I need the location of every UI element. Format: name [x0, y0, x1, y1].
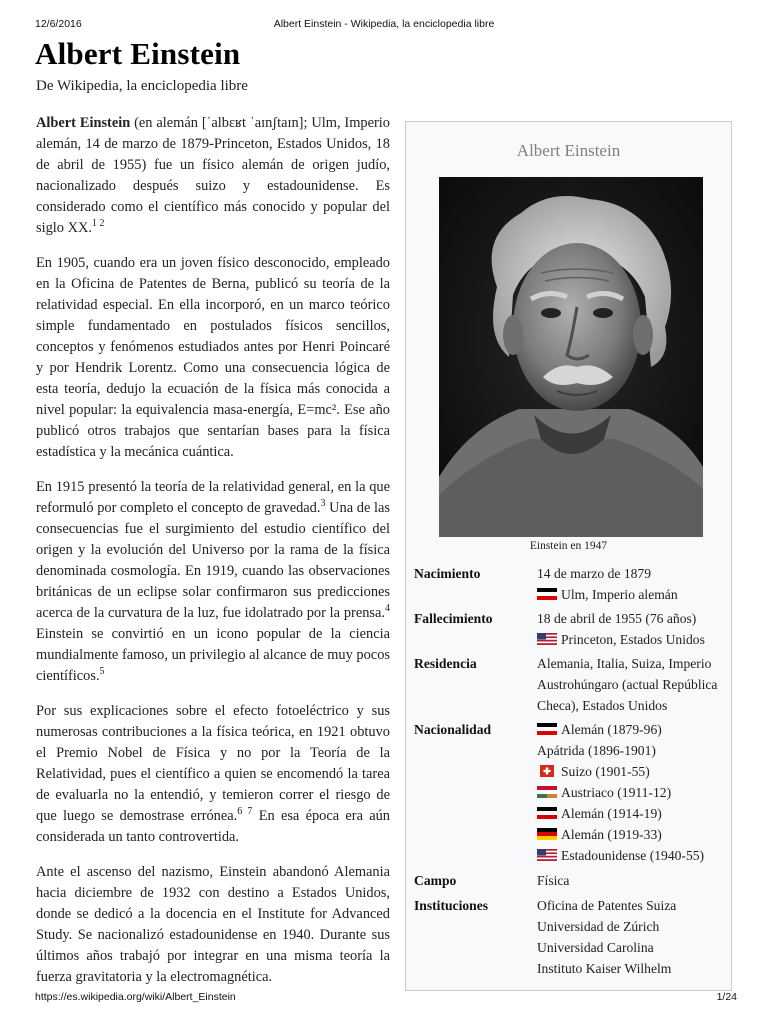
print-header — [0, 18, 768, 32]
paragraph-1905: En 1905, cuando era un joven físico desconocido, empleado en la Oficina de Patentes de Berna, publicó su teoría de la relatividad especial. En ella incorporó, en un marco teórico simple fundamentado en postulados físicos sencillos, conceptos y fenómenos estudiados antes por Henri Poincaré y por Hendrik Lorentz. Como una consecuencia lógica de esta teoría, dedujo la ecuación de la física más conocida a nivel popular: la equivalencia masa-energía, E=mc². Ese año publicó otros trabajos que sentarían bases para la física estadística y la mecánica cuántica. — [36, 255, 390, 460]
paragraph-1915: En 1915 presentó la teoría de la relatividad general, en la que reformuló por completo el concepto de gravedad.$^3$ Una de las consecuencias fue el surgimiento del estudio científico del origen y la evolución del Universo por la rama de la física denominada cosmología. En 1919, cuando las observaciones británicas de un eclipse solar confirmaron sus predicciones acerca de la curvatura de la luz, fue idolatrado por la prensa.$^4$ Einstein se convirtió en un icono popular de la ciencia mundialmente famoso, un privilegio al alcance de muy pocos científicos.$^5$ — [36, 479, 390, 684]
label-campo: Campo — [414, 873, 457, 888]
german-empire-flag-icon — [537, 723, 557, 735]
portrait-image — [439, 177, 703, 537]
death-date[interactable]: 18 de abril de 1955 (76 años) — [537, 611, 697, 626]
value-nacimiento — [537, 563, 729, 605]
institution-item[interactable]: Oficina de Patentes Suiza — [537, 898, 677, 913]
birth-date[interactable]: 14 de marzo de 1879 — [537, 566, 652, 581]
german-empire-flag-icon — [537, 807, 557, 819]
label-residencia: Residencia — [414, 656, 477, 671]
residence-list[interactable]: Alemania, Italia, Suiza, Imperio Austrohúngaro (actual República Checa), Estados Unidos — [537, 656, 718, 713]
reference-link[interactable]: 6 7 — [237, 806, 253, 818]
print-footer — [0, 991, 768, 1005]
article-body — [36, 113, 390, 1002]
page-number: 1/24 — [716, 991, 737, 1003]
value-instituciones — [537, 895, 729, 979]
einstein-portrait[interactable] — [439, 177, 703, 537]
reference-link[interactable]: 3 — [320, 498, 326, 510]
portrait-caption: Einstein en 1947 — [529, 540, 608, 552]
value-fallecimiento — [537, 608, 729, 650]
page-tagline: De Wikipedia, la enciclopedia libre — [36, 78, 248, 94]
value-nacionalidad — [537, 719, 729, 866]
institution-item[interactable]: Universidad Carolina — [537, 940, 654, 955]
label-nacimiento: Nacimiento — [414, 566, 481, 581]
paragraph-nazism: Ante el ascenso del nazismo, Einstein abandonó Alemania hacia diciembre de 1932 con destino a Estados Unidos, donde se dedicó a la docencia en el Institute for Advanced Study. Se nacionalizó estadounidense en 1940. Durante sus últimos años trabajó por integrar en una misma teoría la fuerza gravitatoria y la electromagnética. — [36, 864, 390, 985]
reference-link[interactable]: 5 — [99, 666, 105, 678]
print-url: https://es.wikipedia.org/wiki/Albert_Einstein — [35, 991, 236, 1003]
paragraph-intro — [36, 113, 390, 239]
label-fallecimiento: Fallecimiento — [414, 611, 493, 626]
nationality-item: Suizo (1901-55) — [537, 761, 729, 782]
print-date: 12/6/2016 — [35, 18, 82, 30]
subject-name: Albert Einstein — [36, 115, 131, 131]
german-empire-flag-icon — [537, 588, 557, 600]
nationality-item: Apátrida (1896-1901) — [537, 743, 656, 758]
infobox-title: Albert Einstein — [516, 141, 621, 160]
institution-item[interactable]: Instituto Kaiser Wilhelm — [537, 961, 672, 976]
paragraph-nobel: Por sus explicaciones sobre el efecto fotoeléctrico y sus numerosas contribuciones a la física teórica, en 1921 obtuvo el Premio Nobel de Física y no por la Teoría de la Relatividad, pues el científico a quien se encomendó la tarea de evaluarla no la entendió, y temieron correr el riesgo de que luego se demostrase errónea.$^{6 7}$ En esa época era aún considerada un tanto controvertida. — [36, 703, 391, 845]
page-title: Albert Einstein — [35, 36, 241, 71]
print-title: Albert Einstein - Wikipedia, la enciclopedia libre — [273, 18, 495, 30]
nationality-item: Alemán (1914-19) — [537, 803, 729, 824]
value-residencia — [537, 653, 729, 716]
birth-place: Ulm, Imperio alemán — [537, 584, 729, 605]
value-campo — [537, 870, 729, 891]
swiss-flag-icon — [537, 765, 557, 777]
label-instituciones: Instituciones — [414, 898, 489, 913]
label-nacionalidad: Nacionalidad — [414, 722, 492, 737]
nationality-item: Alemán (1879-96) — [537, 719, 729, 740]
reference-link[interactable]: 1 2 — [91, 218, 105, 230]
usa-flag-icon — [537, 849, 557, 861]
intro-text: (en alemán [ˈalbɛʁt ˈaɪnʃtaɪn]; Ulm, Imperio alemán, 14 de marzo de 1879-Princeton, Estados Unidos, 18 de abril de 1955) fue un físico alemán de origen judío, nacionalizado después suizo y estadounidense. Es considerado como el científico más conocido y popular del siglo XX. — [36, 115, 390, 236]
nationality-item: Estadounidense (1940-55) — [537, 845, 729, 866]
field-value[interactable]: Física — [537, 873, 570, 888]
nationality-item: Austriaco (1911-12) — [537, 782, 729, 803]
death-place: Princeton, Estados Unidos — [537, 629, 729, 650]
austria-hungary-flag-icon — [537, 786, 557, 798]
weimar-germany-flag-icon — [537, 828, 557, 840]
reference-link[interactable]: 4 — [385, 603, 390, 615]
nationality-item: Alemán (1919-33) — [537, 824, 729, 845]
infobox — [405, 121, 732, 991]
usa-flag-icon — [537, 633, 557, 645]
institution-item[interactable]: Universidad de Zúrich — [537, 919, 660, 934]
